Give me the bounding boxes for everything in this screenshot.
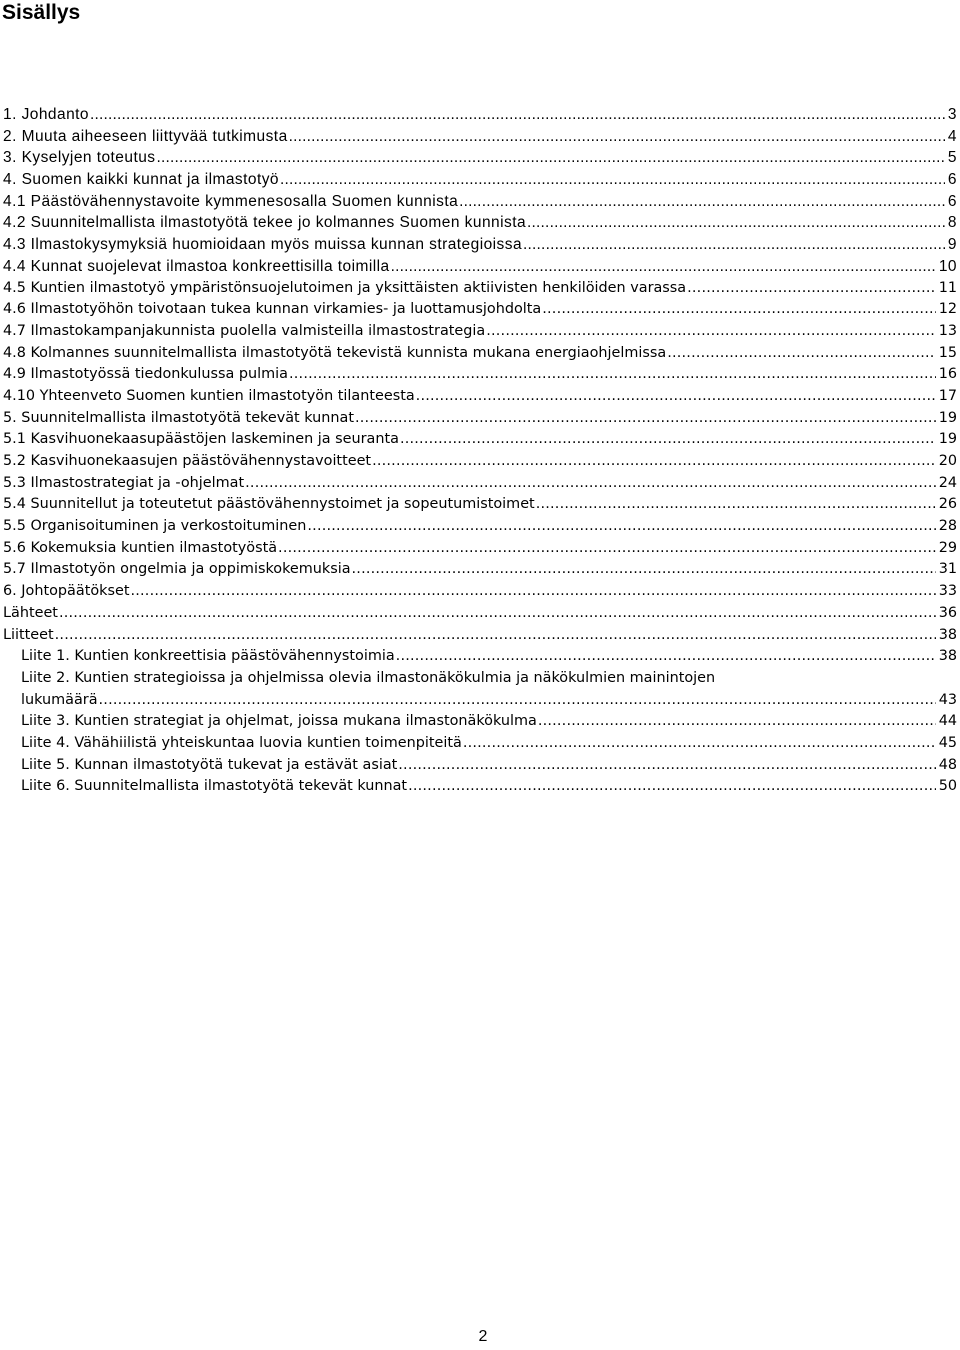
toc-entry-text: 4.4 Kunnat suojelevat ilmastoa konkreettisilla toimilla <box>3 257 390 275</box>
toc-entry[interactable] <box>0 733 960 755</box>
toc-entry[interactable] <box>0 191 960 213</box>
toc-entry-text: 4.2 Suunnitelmallista ilmastotyötä tekee jo kolmannes Suomen kunnista <box>3 214 527 232</box>
toc-entry-text: 5.6 Kokemuksia kuntien ilmastotyöstä <box>3 539 278 556</box>
dot-leader <box>536 494 936 516</box>
toc-entry-text: Liite 2. Kuntien strategioissa ja ohjelmissa olevia ilmastonäkökulmia ja näkökulmien mainintojen <box>21 669 716 686</box>
dot-leader <box>667 343 935 365</box>
toc-page-number: 36 <box>938 604 957 621</box>
toc-entry[interactable] <box>0 646 960 668</box>
dot-leader <box>280 169 945 191</box>
toc-page-number: 38 <box>938 648 957 665</box>
toc-entry[interactable] <box>0 755 960 777</box>
dot-leader <box>523 234 945 256</box>
dot-leader <box>289 126 945 148</box>
dot-leader <box>538 711 936 733</box>
toc-page-number: 6 <box>947 192 957 210</box>
toc-entry[interactable] <box>0 386 960 408</box>
dot-leader <box>372 451 936 473</box>
toc-page-number: 33 <box>938 583 957 600</box>
toc-entry[interactable] <box>0 451 960 473</box>
toc-page-number: 3 <box>947 106 957 123</box>
toc-page-number: 45 <box>938 734 957 751</box>
dot-leader <box>416 386 936 408</box>
dot-leader <box>391 256 936 278</box>
toc-page-number: 38 <box>938 626 957 643</box>
toc-entry-text: Liite 1. Kuntien konkreettisia päästövähennystoimia <box>21 648 395 665</box>
dot-leader <box>542 299 935 321</box>
toc-entry-text: 4.8 Kolmannes suunnitelmallista ilmastotyötä tekevistä kunnista mukana energiaohjelmissa <box>3 344 667 361</box>
dot-leader <box>307 516 935 538</box>
toc-page-number: 43 <box>938 691 957 708</box>
toc-entry[interactable] <box>0 668 960 711</box>
page-title: Sisällys <box>2 1 81 24</box>
toc-page-number: 5 <box>947 149 957 167</box>
toc-entry-text: 4. Suomen kaikki kunnat ja ilmastotyö <box>3 171 279 189</box>
toc-entry-text: 4.3 Ilmastokysymyksiä huomioidaan myös muissa kunnan strategioissa <box>3 236 523 254</box>
toc-entry-text: 4.9 Ilmastotyössä tiedonkulussa pulmia <box>3 366 288 383</box>
dot-leader <box>355 408 936 430</box>
toc-entry[interactable] <box>0 494 960 516</box>
dot-leader <box>156 147 944 169</box>
toc-entry-text: Liite 3. Kuntien strategiat ja ohjelmat, joissa mukana ilmastonäkökulma <box>21 713 537 730</box>
dot-leader <box>687 278 936 300</box>
toc-entry[interactable] <box>0 364 960 386</box>
toc-page-number: 11 <box>938 279 957 296</box>
toc-page-number: 17 <box>938 387 957 404</box>
dot-leader <box>408 776 936 798</box>
dot-leader <box>463 733 936 755</box>
toc-entry[interactable] <box>0 343 960 365</box>
toc-entry[interactable] <box>0 429 960 451</box>
toc-entry-text: 4.7 Ilmastokampanjakunnista puolella valmisteilla ilmastostrategia <box>3 322 486 339</box>
toc-entry[interactable] <box>0 776 960 798</box>
toc-entry[interactable] <box>0 711 960 733</box>
toc-entry-text: Liitteet <box>3 626 54 643</box>
toc-page-number: 29 <box>938 539 957 556</box>
toc-entry[interactable] <box>0 473 960 495</box>
toc-entry[interactable] <box>0 581 960 603</box>
dot-leader <box>59 603 936 625</box>
toc-entry-text: 4.5 Kuntien ilmastotyö ympäristönsuojelutoimen ja yksittäisten aktiivisten henkilöiden varassa <box>3 279 687 296</box>
toc-entry-text: 4.1 Päästövähennystavoite kymmenesosalla Suomen kunnista <box>3 192 459 210</box>
toc-entry[interactable] <box>0 147 960 169</box>
toc-entry-text: Liite 5. Kunnan ilmastotyötä tukevat ja estävät asiat <box>21 756 398 773</box>
toc-entry[interactable] <box>0 256 960 278</box>
toc-page-number: 16 <box>938 366 957 383</box>
dot-leader <box>289 364 936 386</box>
toc-page-number: 26 <box>938 496 957 513</box>
dot-leader <box>130 581 935 603</box>
toc-page-number: 20 <box>938 453 957 469</box>
toc-entry[interactable] <box>0 299 960 321</box>
dot-leader <box>245 473 936 495</box>
toc-page-number: 19 <box>938 431 957 448</box>
toc-entry[interactable] <box>0 321 960 343</box>
toc-page-number: 24 <box>938 474 957 491</box>
toc-entry-text: Liite 4. Vähähiilistä yhteiskuntaa luovia kuntien toimenpiteitä <box>21 734 462 751</box>
toc-entry[interactable] <box>0 278 960 300</box>
toc-entry[interactable] <box>0 603 960 625</box>
toc-entry-text: 5.2 Kasvihuonekaasujen päästövähennystavoitteet <box>3 453 372 469</box>
dot-leader <box>396 646 936 668</box>
dot-leader <box>278 538 936 560</box>
toc-entry-text: 5.3 Ilmastostrategiat ja -ohjelmat <box>3 474 245 491</box>
toc-entry-text: 5.7 Ilmastotyön ongelmia ja oppimiskokemuksia <box>3 561 351 578</box>
page-number: 2 <box>478 1328 488 1345</box>
toc-entry-text: 2. Muuta aiheeseen liittyvää tutkimusta <box>3 127 288 145</box>
toc-page-number: 10 <box>938 257 957 275</box>
toc-entry-text: 5.5 Organisoituminen ja verkostoituminen <box>3 518 307 535</box>
table-of-contents <box>0 104 960 798</box>
toc-entry[interactable] <box>0 212 960 234</box>
dot-leader <box>400 429 936 451</box>
toc-entry-text: 5.1 Kasvihuonekaasupäästöjen laskeminen ja seuranta <box>3 431 399 448</box>
toc-entry-text: 5. Suunnitelmallista ilmastotyötä tekevät kunnat <box>3 409 354 426</box>
toc-entry-text: 6. Johtopäätökset <box>3 583 130 600</box>
toc-entry[interactable] <box>0 104 960 126</box>
toc-entry-text: 3. Kyselyjen toteutus <box>3 149 156 167</box>
toc-entry[interactable] <box>0 538 960 560</box>
toc-page-number: 13 <box>938 322 957 339</box>
toc-entry-text: 1. Johdanto <box>3 106 89 123</box>
toc-entry[interactable] <box>0 408 960 430</box>
toc-entry-text: Lähteet <box>3 604 58 621</box>
toc-entry[interactable] <box>0 169 960 191</box>
toc-page-number: 28 <box>938 518 957 535</box>
toc-page-number: 19 <box>938 409 957 426</box>
toc-page-number: 44 <box>938 713 957 730</box>
dot-leader <box>55 625 936 647</box>
toc-entry[interactable] <box>0 126 960 148</box>
toc-page-number: 12 <box>938 301 957 318</box>
toc-page-number: 15 <box>938 344 957 361</box>
toc-page-number: 50 <box>938 778 957 795</box>
toc-page-number: 31 <box>938 561 957 578</box>
toc-entry[interactable] <box>0 234 960 256</box>
toc-entry[interactable] <box>0 559 960 581</box>
toc-page-number: 6 <box>947 171 957 189</box>
toc-entry-text: Liite 6. Suunnitelmallista ilmastotyötä tekevät kunnat <box>21 778 408 795</box>
toc-entry-text: 5.4 Suunnitellut ja toteutetut päästövähennystoimet ja sopeutumistoimet <box>3 496 535 513</box>
dot-leader <box>99 690 936 712</box>
toc-entry-text: 4.6 Ilmastotyöhön toivotaan tukea kunnan virkamies- ja luottamusjohdolta <box>3 301 542 318</box>
dot-leader <box>486 321 935 343</box>
toc-entry[interactable] <box>0 516 960 538</box>
dot-leader <box>352 559 936 581</box>
dot-leader <box>90 104 945 126</box>
toc-entry-text-continued: lukumäärä <box>21 691 98 708</box>
toc-page-number: 48 <box>938 756 957 773</box>
dot-leader <box>459 191 945 213</box>
dot-leader <box>398 755 935 777</box>
toc-entry-text: 4.10 Yhteenveto Suomen kuntien ilmastotyön tilanteesta <box>3 387 415 404</box>
toc-page-number: 9 <box>947 236 957 254</box>
toc-entry[interactable] <box>0 625 960 647</box>
toc-page-number: 4 <box>947 127 957 145</box>
toc-page-number: 8 <box>947 214 957 232</box>
dot-leader <box>527 212 945 234</box>
